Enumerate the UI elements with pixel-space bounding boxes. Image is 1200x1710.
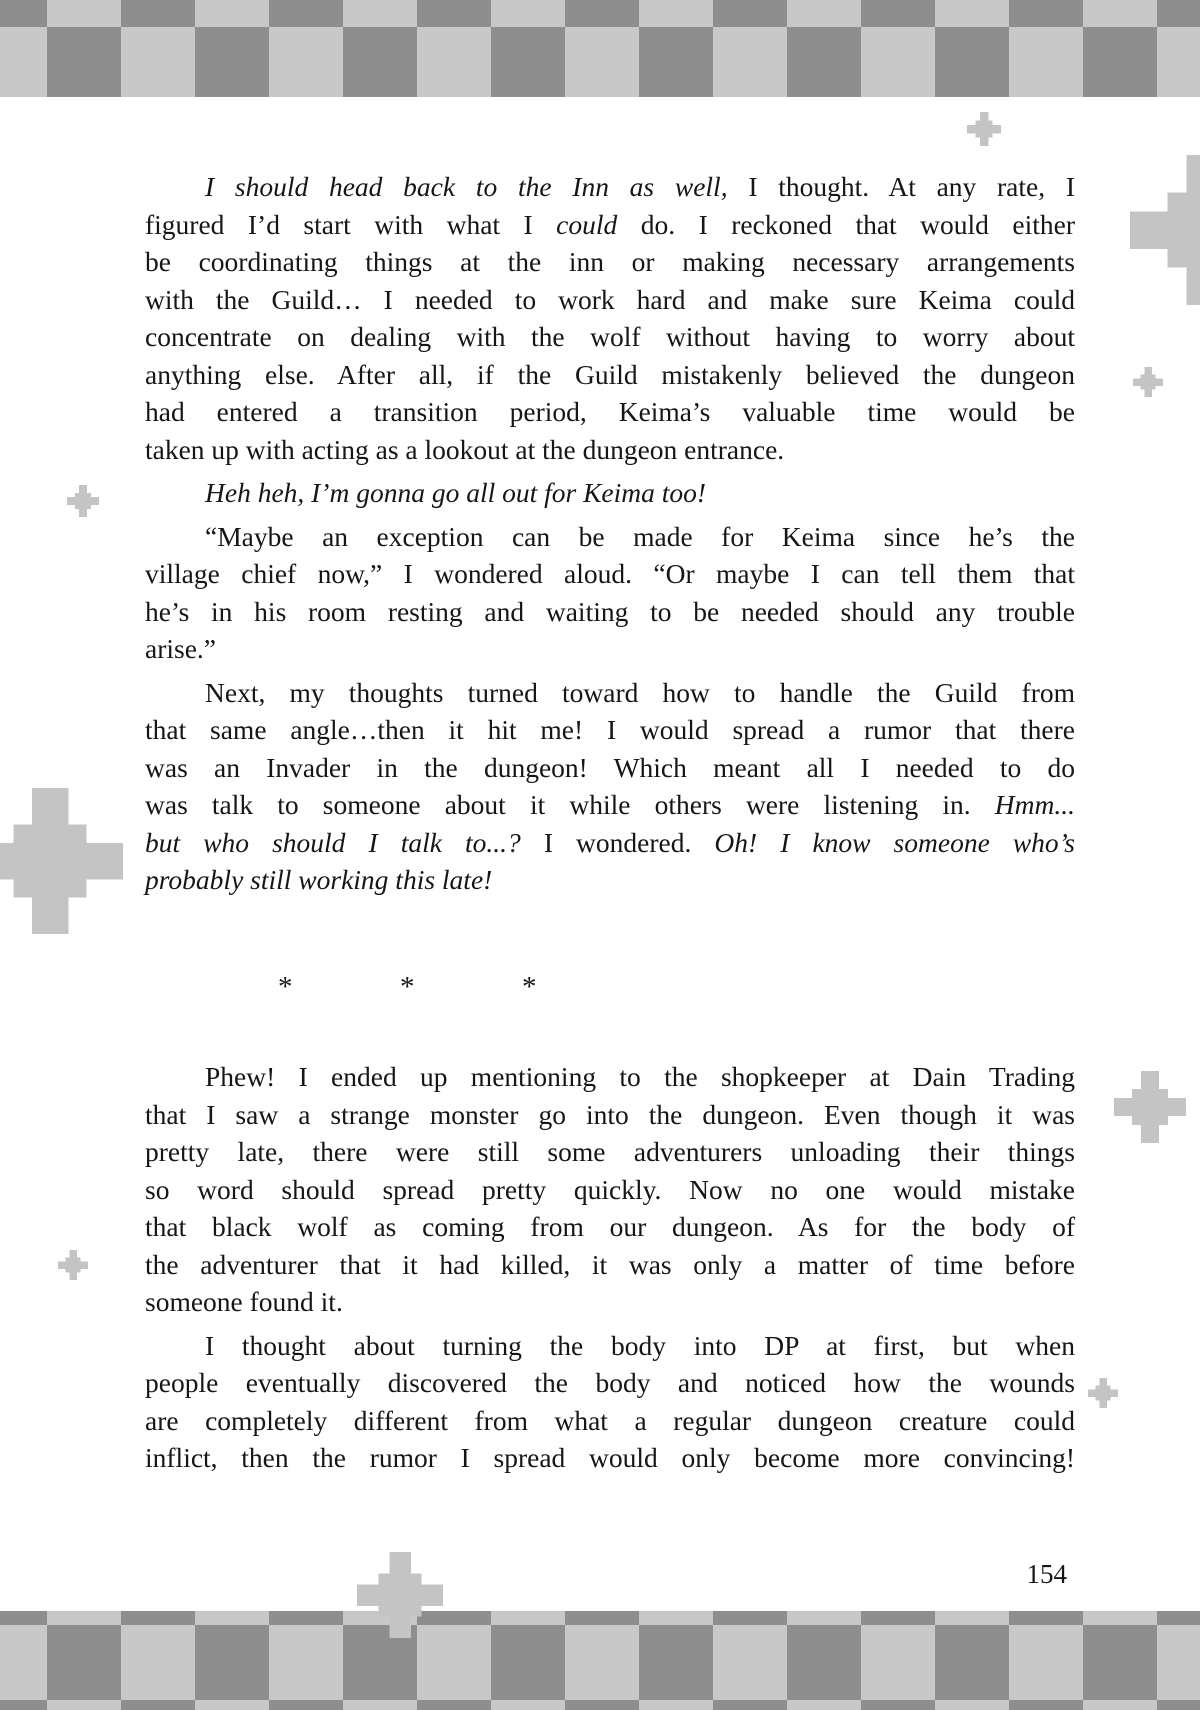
text-line: [145, 1133, 1075, 1171]
italic-text: could: [556, 208, 618, 240]
text-line: [145, 431, 1075, 469]
text-segment: he’s in his room resting and waiting to be needed should any trouble: [145, 595, 1075, 627]
text-line: [145, 1208, 1075, 1246]
text-line: [145, 593, 1075, 631]
section-break-asterisk: *: [400, 970, 415, 1003]
text-segment: was talk to someone about it while others were listening in.: [145, 789, 995, 820]
text-segment: I wondered.: [520, 826, 715, 858]
text-segment: with the Guild… I needed to work hard and make sure Keima could: [145, 283, 1075, 315]
top-border-checkerboard: [0, 0, 1200, 97]
text-line: [145, 1246, 1075, 1284]
pixel-plus-icon: [1130, 155, 1200, 305]
italic-text: Heh heh, I’m gonna go all out for Keima too!: [205, 477, 707, 508]
text-segment: Next, my thoughts turned toward how to handle the Guild from: [205, 676, 1075, 708]
text-segment: so word should spread pretty quickly. Now no one would mistake: [145, 1173, 1075, 1205]
section-break: [145, 969, 1075, 1007]
text-segment: someone found it.: [145, 1286, 343, 1317]
text-line: [145, 861, 1075, 899]
pixel-plus-icon: [0, 788, 123, 934]
italic-text: Oh! I know someone who’s: [714, 826, 1075, 858]
text-segment: pretty late, there were still some adventurers unloading their things: [145, 1136, 1075, 1167]
paragraph: [145, 518, 1075, 668]
section-break-asterisk: *: [522, 970, 537, 1003]
text-line: [145, 1439, 1075, 1477]
text-line: [145, 243, 1075, 281]
text-line: [145, 824, 1075, 862]
text-line: [145, 1327, 1075, 1365]
checker-row: [0, 1700, 1200, 1710]
text-segment: that I saw a strange monster go into the dungeon. Even though it was: [145, 1098, 1075, 1130]
text-segment: inflict, then the rumor I spread would only become more convincing!: [145, 1442, 1075, 1473]
text-segment: had entered a transition period, Keima’s valuable time would be: [145, 396, 1075, 427]
text-line: [145, 1096, 1075, 1134]
paragraph: [145, 674, 1075, 899]
italic-text: but who should I talk to...?: [145, 826, 521, 858]
text-segment: people eventually discovered the body and noticed how the wounds: [145, 1367, 1075, 1398]
text-line: [145, 1058, 1075, 1096]
section-break-asterisk: *: [278, 970, 293, 1003]
body-text: [145, 168, 1075, 1477]
text-segment: I thought about turning the body into DP at first, but when: [205, 1329, 1075, 1361]
text-line: [145, 711, 1075, 749]
text-segment: Phew! I ended up mentioning to the shopkeeper at Dain Trading: [205, 1061, 1075, 1092]
text-line: [145, 393, 1075, 431]
text-segment: “Maybe an exception can be made for Keima since he’s the: [205, 520, 1075, 552]
text-line: [145, 168, 1075, 206]
text-line: [145, 356, 1075, 394]
text-line: [145, 555, 1075, 593]
text-segment: anything else. After all, if the Guild mistakenly believed the dungeon: [145, 358, 1075, 390]
pixel-plus-icon: [357, 1552, 443, 1638]
pixel-plus-icon: [1133, 367, 1163, 397]
text-segment: do. I reckoned that would either: [617, 208, 1075, 240]
checker-row: [0, 1625, 1200, 1700]
paragraph: [145, 1058, 1075, 1321]
text-segment: was an Invader in the dungeon! Which meant all I needed to do: [145, 751, 1075, 783]
text-segment: figured I’d start with what I: [145, 208, 557, 240]
checker-row: [0, 27, 1200, 97]
text-line: [145, 1402, 1075, 1440]
text-line: [145, 1364, 1075, 1402]
text-segment: I thought. At any rate, I: [727, 171, 1075, 202]
text-line: [145, 1283, 1075, 1321]
text-line: [145, 1171, 1075, 1209]
text-segment: arise.”: [145, 633, 216, 664]
text-segment: the adventurer that it had killed, it was only a matter of time before: [145, 1248, 1075, 1280]
pixel-plus-icon: [1088, 1378, 1118, 1408]
text-line: [145, 518, 1075, 556]
bottom-border-checkerboard: [0, 1611, 1200, 1710]
text-segment: village chief now,” I wondered aloud. “Or maybe I can tell them that: [145, 558, 1075, 589]
pixel-plus-icon: [58, 1250, 88, 1280]
text-line: [145, 474, 1075, 512]
text-segment: are completely different from what a regular dungeon creature could: [145, 1404, 1075, 1436]
pixel-plus-icon: [1114, 1071, 1186, 1143]
italic-text: I should head back to the Inn as well,: [205, 171, 728, 202]
text-line: [145, 786, 1075, 824]
paragraph: [145, 168, 1075, 468]
text-segment: that same angle…then it hit me! I would spread a rumor that there: [145, 714, 1075, 745]
checker-row: [0, 0, 1200, 27]
text-line: [145, 749, 1075, 787]
pixel-plus-icon: [967, 112, 1001, 146]
text-segment: taken up with acting as a lookout at the dungeon entrance.: [145, 433, 785, 465]
page-number: 154: [1026, 1559, 1067, 1589]
text-segment: be coordinating things at the inn or making necessary arrangements: [145, 246, 1075, 277]
paragraph: [145, 1327, 1075, 1477]
text-line: [145, 318, 1075, 356]
text-line: [145, 674, 1075, 712]
text-line: [145, 206, 1075, 244]
pixel-plus-icon: [67, 485, 99, 517]
paragraph: [145, 474, 1075, 512]
italic-text: Hmm...: [994, 789, 1075, 820]
italic-text: probably still working this late!: [145, 864, 493, 895]
text-line: [145, 630, 1075, 668]
text-segment: concentrate on dealing with the wolf without having to worry about: [145, 321, 1075, 352]
checker-row: [0, 1611, 1200, 1625]
text-segment: that black wolf as coming from our dungeon. As for the body of: [145, 1211, 1075, 1242]
text-line: [145, 281, 1075, 319]
